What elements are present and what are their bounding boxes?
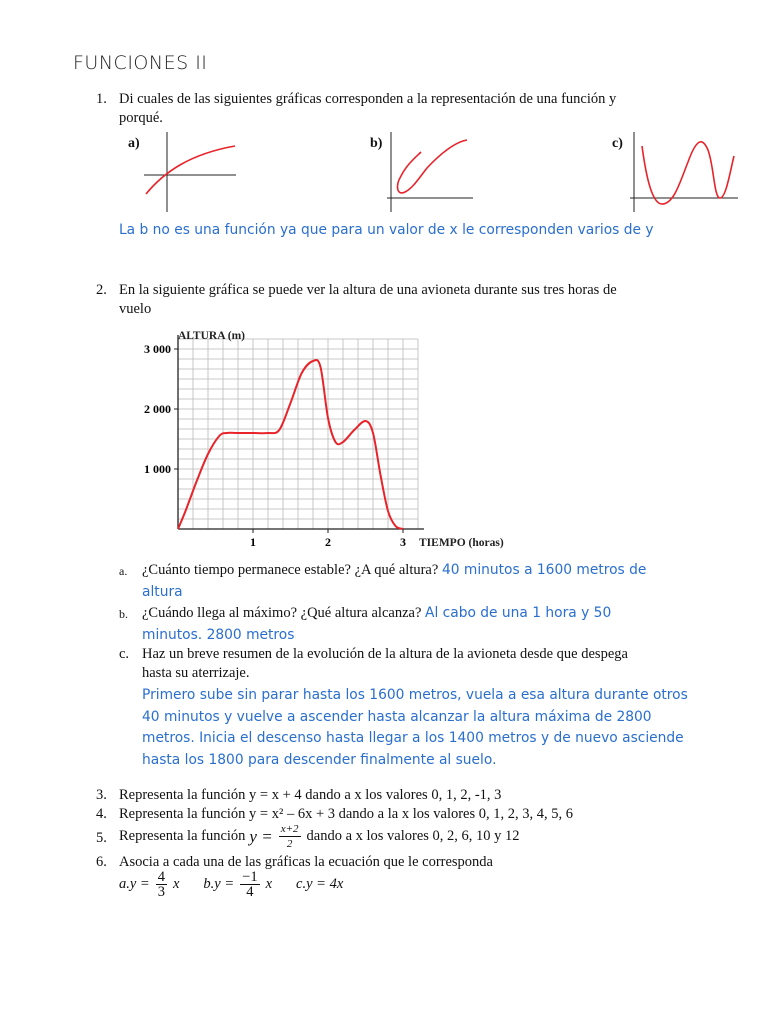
sub-question-text: ¿Cuándo llega al máximo? ¿Qué altura alcanza? [142,605,422,621]
equation-a-var: x [172,876,180,892]
sub-answer: 40 minutos a 1600 metros de [441,562,647,578]
question-1 [96,90,696,128]
sub-question-text: Haz un breve resumen de la evolución de la altura de la avioneta desde que despega [142,646,628,662]
sub-question-b [119,603,699,646]
question-2 [96,281,696,319]
altitude-chart [128,322,528,554]
question-5 [96,822,716,851]
question-line: porqué. [119,110,163,126]
sub-question-a [119,560,699,603]
fraction-denominator: 4 [246,884,254,900]
x-tick-label: 3 [400,535,406,549]
question-number: 6. [96,854,107,870]
question-text: Asocia a cada una de las gráficas la ecuación que le corresponda [119,854,493,870]
x-tick-label: 1 [250,535,256,549]
formula-fraction [279,822,301,851]
sub-answer-line: Primero sube sin parar hasta los 1600 metros, vuela a esa altura durante otros [142,687,688,703]
fraction-numerator: x+2 [280,823,299,835]
sub-letter: a. [119,564,128,578]
x-tick-label: 2 [325,535,331,549]
question-text [119,90,696,128]
fraction-denominator: 3 [157,884,165,900]
chart-axes [178,335,424,529]
sub-letter: c. [119,646,130,662]
question-line: En la siguiente gráfica se puede ver la altura de una avioneta durante sus tres horas de [119,282,617,298]
sub-question-text: ¿Cuánto tiempo permanece estable? ¿A qué altura? [142,562,439,578]
fraction-numerator: 4 [157,869,165,885]
equation-b-fraction [240,870,259,899]
formula-lhs: y = [249,827,273,846]
equation-a-label: a.y = [119,876,150,892]
question-number: 4. [96,806,107,822]
question-line: vuelo [119,301,152,317]
graph-b-label: b) [370,136,383,151]
sub-letter: b. [119,607,128,621]
equation-b-var: x [265,876,273,892]
graph-c-label: c) [612,136,623,151]
question-text-cont: dando a x los valores 0, 2, 6, 10 y 12 [306,828,520,844]
equation-a-fraction [156,870,167,899]
question-text: Representa la función y = x² – 6x + 3 dando a la x los valores 0, 1, 2, 3, 4, 5, 6 [119,806,574,822]
sub-answer-line: hasta los 1800 para descender finalmente al suelo. [142,751,497,768]
sub-answer-line: metros. Inicia el descenso hasta llegar a los 1400 metros y de nuevo asciende [142,730,684,746]
question-text [119,281,696,319]
sub-answer-line: 40 minutos y vuelve a ascender hasta alcanzar la altura máxima de 2800 [142,708,652,725]
graph-c [628,132,740,216]
fraction-numerator: −1 [242,869,258,885]
graph-c-curve [642,142,734,204]
sub-question-c [119,645,709,771]
sub-answer: Al cabo de una 1 hora y 50 [425,605,612,621]
y-tick-label: 3 000 [144,342,171,356]
question-number: 3. [96,787,107,803]
sub-question-text: hasta su aterrizaje. [142,665,250,681]
fraction-denominator: 2 [286,838,293,850]
equations-row [119,870,343,899]
page-title: FUNCIONES II [73,52,208,74]
sub-answer-cont: altura [142,583,183,600]
question-number: 5. [96,830,107,846]
chart-series-line [178,360,403,529]
chart-xlabel: TIEMPO (horas) [419,537,504,549]
graph-b [385,132,475,216]
question-number: 1. [96,91,107,107]
question-text: Representa la función [119,828,246,844]
y-tick-label: 1 000 [144,462,171,476]
graph-b-curve [398,140,467,193]
equation-c: c.y = 4x [296,876,344,892]
equation-b-label: b.y = [203,876,235,892]
chart-grid [178,339,418,529]
answer-1: La b no es una función ya que para un valor de x le corresponden varios de y [119,222,654,238]
chart-ylabel: ALTURA (m) [178,330,245,342]
y-tick-label: 2 000 [144,402,171,416]
sub-answer-cont: minutos. 2800 metros [142,626,295,643]
question-line: Di cuales de las siguientes gráficas corresponden a la representación de una función y [119,91,617,107]
question-number: 2. [96,282,107,298]
question-text: Representa la función y = x + 4 dando a x los valores 0, 1, 2, -1, 3 [119,787,502,803]
question-3 [96,786,716,805]
graph-a [140,132,240,216]
graph-a-label: a) [128,136,140,151]
graph-a-curve [146,146,235,194]
